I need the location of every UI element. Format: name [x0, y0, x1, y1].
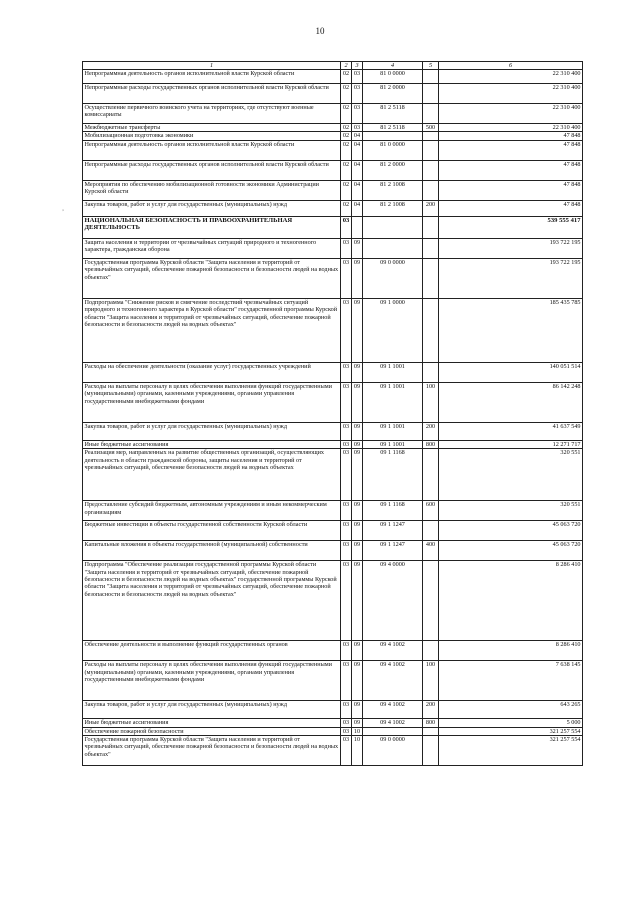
row-amount: 22 310 400: [439, 104, 583, 124]
row-section: 03: [341, 701, 352, 719]
row-expense-type: 800: [423, 719, 439, 727]
row-subsection: 03: [352, 70, 363, 84]
row-name: Межбюджетные трансферты: [83, 124, 341, 132]
row-expense-type: [423, 736, 439, 766]
row-expense-type: [423, 160, 439, 180]
row-expense-type: [423, 258, 439, 298]
table-row: [83, 180, 583, 200]
row-name: Капитальные вложения в объекты государственной (муниципальной) собственности: [83, 541, 341, 561]
row-section: 03: [341, 561, 352, 641]
row-section: 03: [341, 382, 352, 422]
row-subsection: 04: [352, 140, 363, 160]
row-name: Иные бюджетные ассигнования: [83, 440, 341, 448]
row-expense-type: [423, 561, 439, 641]
table-row: [83, 258, 583, 298]
row-target-article: [363, 132, 423, 140]
row-target-article: 09 0 0000: [363, 736, 423, 766]
row-expense-type: [423, 180, 439, 200]
row-expense-type: 100: [423, 661, 439, 701]
row-subsection: 09: [352, 440, 363, 448]
row-amount: 539 555 417: [439, 216, 583, 238]
row-section: 03: [341, 216, 352, 238]
table-row: [83, 440, 583, 448]
table-header: [83, 62, 583, 70]
row-section: 02: [341, 124, 352, 132]
row-section: 03: [341, 422, 352, 440]
row-target-article: 09 1 1001: [363, 422, 423, 440]
page-number: 10: [315, 26, 325, 36]
row-expense-type: 100: [423, 382, 439, 422]
row-section: 03: [341, 440, 352, 448]
row-name: Предоставление субсидий бюджетным, автономным учреждениям и иным некоммерческим организациям: [83, 501, 341, 521]
row-amount: 22 310 400: [439, 70, 583, 84]
table-row: [83, 104, 583, 124]
row-target-article: 09 1 1168: [363, 449, 423, 501]
row-target-article: 09 1 1168: [363, 501, 423, 521]
row-subsection: 10: [352, 736, 363, 766]
row-subsection: [352, 216, 363, 238]
table-row: [83, 298, 583, 362]
row-name: Закупка товаров, работ и услуг для государственных (муниципальных) нужд: [83, 422, 341, 440]
table-row: [83, 719, 583, 727]
row-expense-type: [423, 132, 439, 140]
row-target-article: 09 4 0000: [363, 561, 423, 641]
row-amount: 47 848: [439, 160, 583, 180]
row-amount: 8 286 410: [439, 561, 583, 641]
row-subsection: 09: [352, 298, 363, 362]
row-target-article: 81 2 0000: [363, 84, 423, 104]
row-target-article: 81 0 0000: [363, 140, 423, 160]
row-subsection: 04: [352, 200, 363, 216]
table-row: [83, 84, 583, 104]
row-amount: 45 063 720: [439, 521, 583, 541]
row-amount: 140 051 514: [439, 362, 583, 382]
row-name: Подпрограмма "Снижение рисков и смягчение последствий чрезвычайных ситуаций природного и техногенного характера в Курской области" государственной программы Курской области "Защита населения и территорий от чрезвычайных ситуаций, обеспечение пожарной безопасности и безопасности людей на водных объектах": [83, 298, 341, 362]
row-subsection: 10: [352, 727, 363, 735]
row-subsection: 09: [352, 541, 363, 561]
row-subsection: 09: [352, 701, 363, 719]
row-amount: 41 637 549: [439, 422, 583, 440]
header-cell-expense-type: 5: [423, 62, 439, 70]
table-row: [83, 362, 583, 382]
row-target-article: 09 0 0000: [363, 258, 423, 298]
row-target-article: 81 0 0000: [363, 70, 423, 84]
row-amount: 45 063 720: [439, 541, 583, 561]
row-target-article: 81 2 0000: [363, 160, 423, 180]
row-name: НАЦИОНАЛЬНАЯ БЕЗОПАСНОСТЬ И ПРАВООХРАНИТЕЛЬНАЯ ДЕЯТЕЛЬНОСТЬ: [83, 216, 341, 238]
scan-mark: ‚: [62, 206, 64, 212]
row-subsection: 04: [352, 160, 363, 180]
row-expense-type: [423, 727, 439, 735]
header-row: [83, 62, 583, 70]
row-name: Расходы на выплаты персоналу в целях обеспечения выполнения функций государственными (муниципальными) органами, казенными учреждениями, органами управления государственными внебюджетными фондами: [83, 382, 341, 422]
row-name: Защита населения и территории от чрезвычайных ситуаций природного и техногенного характера, гражданская оборона: [83, 238, 341, 258]
row-amount: 320 551: [439, 449, 583, 501]
row-target-article: 81 2 1008: [363, 200, 423, 216]
row-target-article: 81 2 5118: [363, 104, 423, 124]
row-section: 03: [341, 238, 352, 258]
row-amount: 193 722 195: [439, 258, 583, 298]
row-name: Бюджетные инвестиции в объекты государственной собственности Курской области: [83, 521, 341, 541]
header-cell-section: 2: [341, 62, 352, 70]
row-amount: 7 638 145: [439, 661, 583, 701]
header-cell-subsection: 3: [352, 62, 363, 70]
row-expense-type: [423, 362, 439, 382]
row-name: Расходы на выплаты персоналу в целях обеспечения выполнения функций государственными (муниципальными) органами, казенными учреждениями, органами управления государственными внебюджетными фондами: [83, 661, 341, 701]
row-name: Государственная программа Курской области "Защита населения и территорий от чрезвычайных ситуаций, обеспечение пожарной безопасности и безопасности людей на водных объектах": [83, 736, 341, 766]
row-subsection: 09: [352, 719, 363, 727]
table-row: [83, 216, 583, 238]
row-section: 03: [341, 501, 352, 521]
row-expense-type: 200: [423, 200, 439, 216]
row-expense-type: [423, 84, 439, 104]
table-row: [83, 701, 583, 719]
row-section: 02: [341, 140, 352, 160]
row-expense-type: [423, 140, 439, 160]
row-amount: 643 265: [439, 701, 583, 719]
row-subsection: 09: [352, 238, 363, 258]
row-section: 02: [341, 180, 352, 200]
row-section: 02: [341, 160, 352, 180]
row-subsection: 09: [352, 258, 363, 298]
row-name: Подпрограмма "Обеспечение реализации государственной программы Курской области "Защита населения и территорий от чрезвычайных ситуаций, обеспечение пожарной безопасности и безопасности людей на водных объектах" государственной программы Курской области "Защита населения и территорий от чрезвычайных ситуаций, обеспечение пожарной безопасности и безопасности людей на водных объектах": [83, 561, 341, 641]
row-amount: 47 848: [439, 180, 583, 200]
row-amount: 320 551: [439, 501, 583, 521]
row-name: Расходы на обеспечение деятельности (оказание услуг) государственных учреждений: [83, 362, 341, 382]
row-amount: 5 000: [439, 719, 583, 727]
budget-table: [82, 61, 583, 766]
table-row: [83, 422, 583, 440]
row-target-article: 09 1 0000: [363, 298, 423, 362]
row-amount: 47 848: [439, 200, 583, 216]
row-section: 02: [341, 70, 352, 84]
row-expense-type: 400: [423, 541, 439, 561]
row-target-article: 09 4 1002: [363, 719, 423, 727]
table-row: [83, 641, 583, 661]
row-amount: 321 257 554: [439, 736, 583, 766]
row-expense-type: [423, 70, 439, 84]
row-name: Закупка товаров, работ и услуг для государственных (муниципальных) нужд: [83, 200, 341, 216]
row-name: Непрограммная деятельность органов исполнительной власти Курской области: [83, 140, 341, 160]
row-name: Непрограммная деятельность органов исполнительной власти Курской области: [83, 70, 341, 84]
row-subsection: 09: [352, 449, 363, 501]
row-name: Мероприятия по обеспечению мобилизационной готовности экономики Администрации Курской области: [83, 180, 341, 200]
table-row: [83, 541, 583, 561]
row-section: 02: [341, 104, 352, 124]
row-name: Реализация мер, направленных на развитие общественных организаций, осуществляющих деятельность в области гражданской обороны, защиты населения и территорий от чрезвычайных ситуаций, обеспечение безопасности людей на водных объектах: [83, 449, 341, 501]
row-section: 02: [341, 84, 352, 104]
row-expense-type: [423, 216, 439, 238]
row-target-article: 09 1 1247: [363, 541, 423, 561]
table-row: [83, 727, 583, 735]
table-row: [83, 70, 583, 84]
row-subsection: 03: [352, 124, 363, 132]
table-row: [83, 140, 583, 160]
row-name: Иные бюджетные ассигнования: [83, 719, 341, 727]
row-expense-type: [423, 104, 439, 124]
row-expense-type: [423, 238, 439, 258]
row-subsection: 04: [352, 132, 363, 140]
row-target-article: 09 1 1247: [363, 521, 423, 541]
row-expense-type: 600: [423, 501, 439, 521]
row-amount: 185 435 785: [439, 298, 583, 362]
table-row: [83, 160, 583, 180]
row-amount: 47 848: [439, 132, 583, 140]
header-cell-amount: 6: [439, 62, 583, 70]
table-row: [83, 561, 583, 641]
row-section: 03: [341, 727, 352, 735]
row-subsection: 09: [352, 641, 363, 661]
header-cell-name: 1: [83, 62, 341, 70]
row-expense-type: 800: [423, 440, 439, 448]
row-name: Обеспечение пожарной безопасности: [83, 727, 341, 735]
row-name: Непрограммные расходы государственных органов исполнительной власти Курской области: [83, 160, 341, 180]
table-row: [83, 521, 583, 541]
row-amount: 47 848: [439, 140, 583, 160]
row-expense-type: 500: [423, 124, 439, 132]
row-section: 02: [341, 132, 352, 140]
row-section: 02: [341, 200, 352, 216]
row-expense-type: 200: [423, 701, 439, 719]
row-section: 03: [341, 258, 352, 298]
row-expense-type: [423, 298, 439, 362]
row-subsection: 09: [352, 382, 363, 422]
row-amount: 22 310 400: [439, 124, 583, 132]
table-row: [83, 238, 583, 258]
row-expense-type: [423, 449, 439, 501]
row-expense-type: 200: [423, 422, 439, 440]
row-target-article: 09 1 1001: [363, 440, 423, 448]
row-name: Непрограммные расходы государственных органов исполнительной власти Курской области: [83, 84, 341, 104]
row-expense-type: [423, 641, 439, 661]
row-section: 03: [341, 521, 352, 541]
row-target-article: [363, 727, 423, 735]
table-row: [83, 124, 583, 132]
row-subsection: 04: [352, 180, 363, 200]
table-row: [83, 200, 583, 216]
row-section: 03: [341, 719, 352, 727]
row-section: 03: [341, 449, 352, 501]
row-target-article: 81 2 5118: [363, 124, 423, 132]
row-section: 03: [341, 661, 352, 701]
row-subsection: 09: [352, 362, 363, 382]
row-target-article: 09 1 1001: [363, 382, 423, 422]
row-amount: 8 286 410: [439, 641, 583, 661]
row-section: 03: [341, 298, 352, 362]
row-target-article: 09 1 1001: [363, 362, 423, 382]
row-subsection: 03: [352, 84, 363, 104]
row-section: 03: [341, 736, 352, 766]
row-amount: 22 310 400: [439, 84, 583, 104]
row-name: Государственная программа Курской области "Защита населения и территорий от чрезвычайных ситуаций, обеспечение пожарной безопасности и безопасности людей на водных объектах": [83, 258, 341, 298]
row-section: 03: [341, 541, 352, 561]
row-section: 03: [341, 362, 352, 382]
row-target-article: 09 4 1002: [363, 661, 423, 701]
row-subsection: 03: [352, 104, 363, 124]
table-row: [83, 449, 583, 501]
row-amount: 193 722 195: [439, 238, 583, 258]
row-subsection: 09: [352, 661, 363, 701]
table-row: [83, 132, 583, 140]
row-subsection: 09: [352, 501, 363, 521]
row-amount: 12 271 717: [439, 440, 583, 448]
row-target-article: 09 4 1002: [363, 641, 423, 661]
row-target-article: 09 4 1002: [363, 701, 423, 719]
row-name: Обеспечение деятельности и выполнение функций государственных органов: [83, 641, 341, 661]
row-amount: 86 142 248: [439, 382, 583, 422]
row-name: Осуществление первичного воинского учета на территориях, где отсутствуют военные комиссариаты: [83, 104, 341, 124]
row-target-article: 81 2 1008: [363, 180, 423, 200]
row-target-article: [363, 216, 423, 238]
header-cell-target-article: 4: [363, 62, 423, 70]
row-target-article: [363, 238, 423, 258]
table-row: [83, 501, 583, 521]
table-body: [83, 70, 583, 766]
row-subsection: 09: [352, 422, 363, 440]
table-row: [83, 736, 583, 766]
row-subsection: 09: [352, 561, 363, 641]
row-amount: 321 257 554: [439, 727, 583, 735]
table-row: [83, 661, 583, 701]
row-name: Закупка товаров, работ и услуг для государственных (муниципальных) нужд: [83, 701, 341, 719]
row-name: Мобилизационная подготовка экономики: [83, 132, 341, 140]
row-subsection: 09: [352, 521, 363, 541]
row-section: 03: [341, 641, 352, 661]
row-expense-type: [423, 521, 439, 541]
table-row: [83, 382, 583, 422]
